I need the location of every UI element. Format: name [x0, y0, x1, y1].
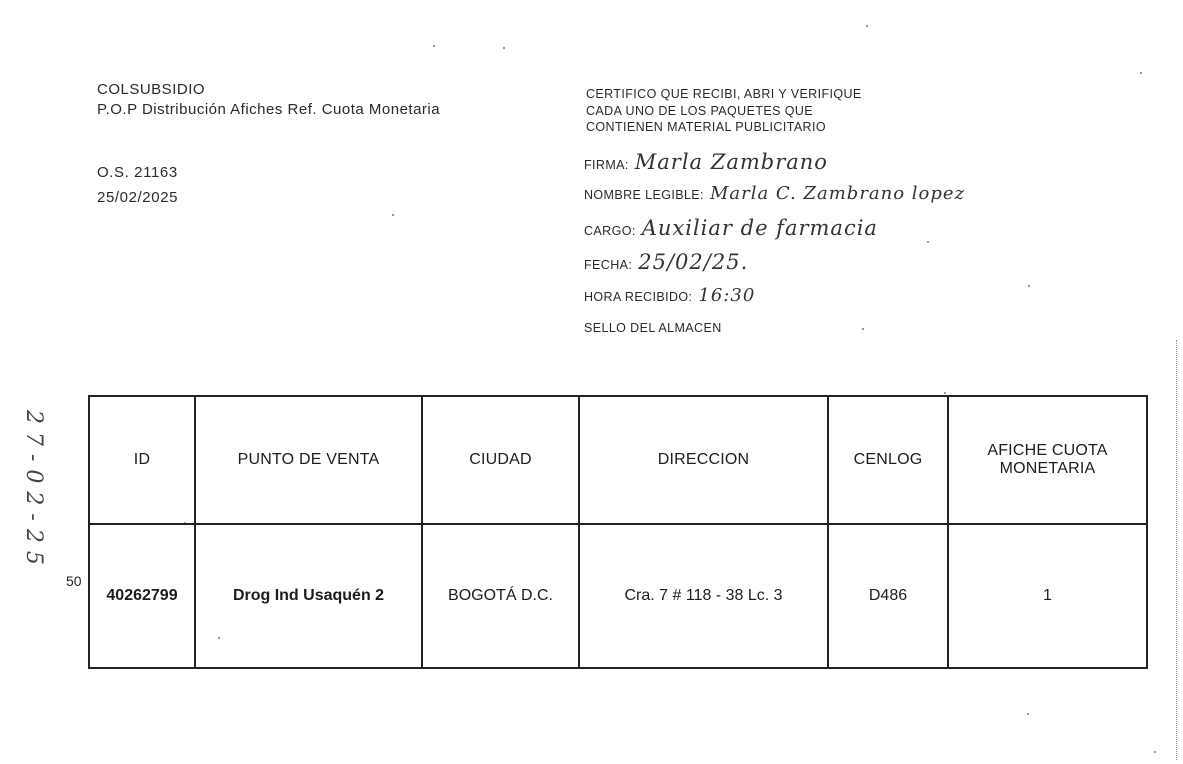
- handwritten-margin-note: [8, 410, 48, 730]
- signature-label: FIRMA:: [584, 158, 629, 172]
- time-received-label: HORA RECIBIDO:: [584, 290, 693, 304]
- header-ciudad: CIUDAD: [422, 396, 579, 524]
- legible-name-value: Marla C. Zambrano lopez: [709, 183, 966, 204]
- certification-text: [586, 86, 862, 136]
- position-label: CARGO:: [584, 224, 636, 238]
- distribution-table: [88, 395, 1148, 669]
- document-date: 25/02/2025: [97, 189, 179, 206]
- header-id: ID: [89, 396, 195, 524]
- row-number: 50: [66, 573, 82, 589]
- warehouse-seal-field: [584, 321, 722, 335]
- document-description: P.O.P Distribución Afiches Ref. Cuota Monetaria: [97, 101, 441, 118]
- table-row: [89, 524, 1147, 668]
- order-number: O.S. 21163: [97, 164, 178, 181]
- cell-punto-de-venta: Drog Ind Usaquén 2: [195, 524, 422, 668]
- signature-field: [584, 150, 828, 174]
- cert-line-1: CERTIFICO QUE RECIBI, ABRI Y VERIFIQUE: [586, 87, 862, 101]
- header-cenlog: CENLOG: [828, 396, 948, 524]
- table-header-row: [89, 396, 1147, 524]
- cell-ciudad: BOGOTÁ D.C.: [422, 524, 579, 668]
- company-header: [97, 80, 440, 120]
- time-received-value: 16:30: [698, 285, 756, 306]
- margin-note-text: 27-02-25: [21, 410, 46, 573]
- signature-value: Marla Zambrano: [634, 150, 828, 174]
- legible-name-label: NOMBRE LEGIBLE:: [584, 188, 704, 202]
- date-value: 25/02/25.: [638, 250, 749, 274]
- date-field: [584, 250, 748, 274]
- time-received-field: [584, 285, 755, 306]
- header-punto-de-venta: PUNTO DE VENTA: [195, 396, 422, 524]
- header-afiche-cuota-monetaria: AFICHE CUOTA MONETARIA: [948, 396, 1147, 524]
- cell-id: 40262799: [89, 524, 195, 668]
- cell-cenlog: D486: [828, 524, 948, 668]
- cell-direccion: Cra. 7 # 118 - 38 Lc. 3: [579, 524, 828, 668]
- order-block: [97, 160, 178, 210]
- date-label: FECHA:: [584, 258, 633, 272]
- cert-line-2: CADA UNO DE LOS PAQUETES QUE: [586, 103, 813, 118]
- position-value: Auxiliar de farmacia: [641, 216, 878, 240]
- warehouse-seal-label: SELLO DEL ALMACEN: [584, 321, 722, 335]
- page-edge: [1175, 340, 1177, 760]
- cell-afiche-cuota-monetaria: 1: [948, 524, 1147, 668]
- header-direccion: DIRECCION: [579, 396, 828, 524]
- legible-name-field: [584, 183, 965, 204]
- position-field: [584, 216, 878, 240]
- company-name: COLSUBSIDIO: [97, 81, 206, 98]
- cert-line-3: CONTIENEN MATERIAL PUBLICITARIO: [586, 120, 826, 134]
